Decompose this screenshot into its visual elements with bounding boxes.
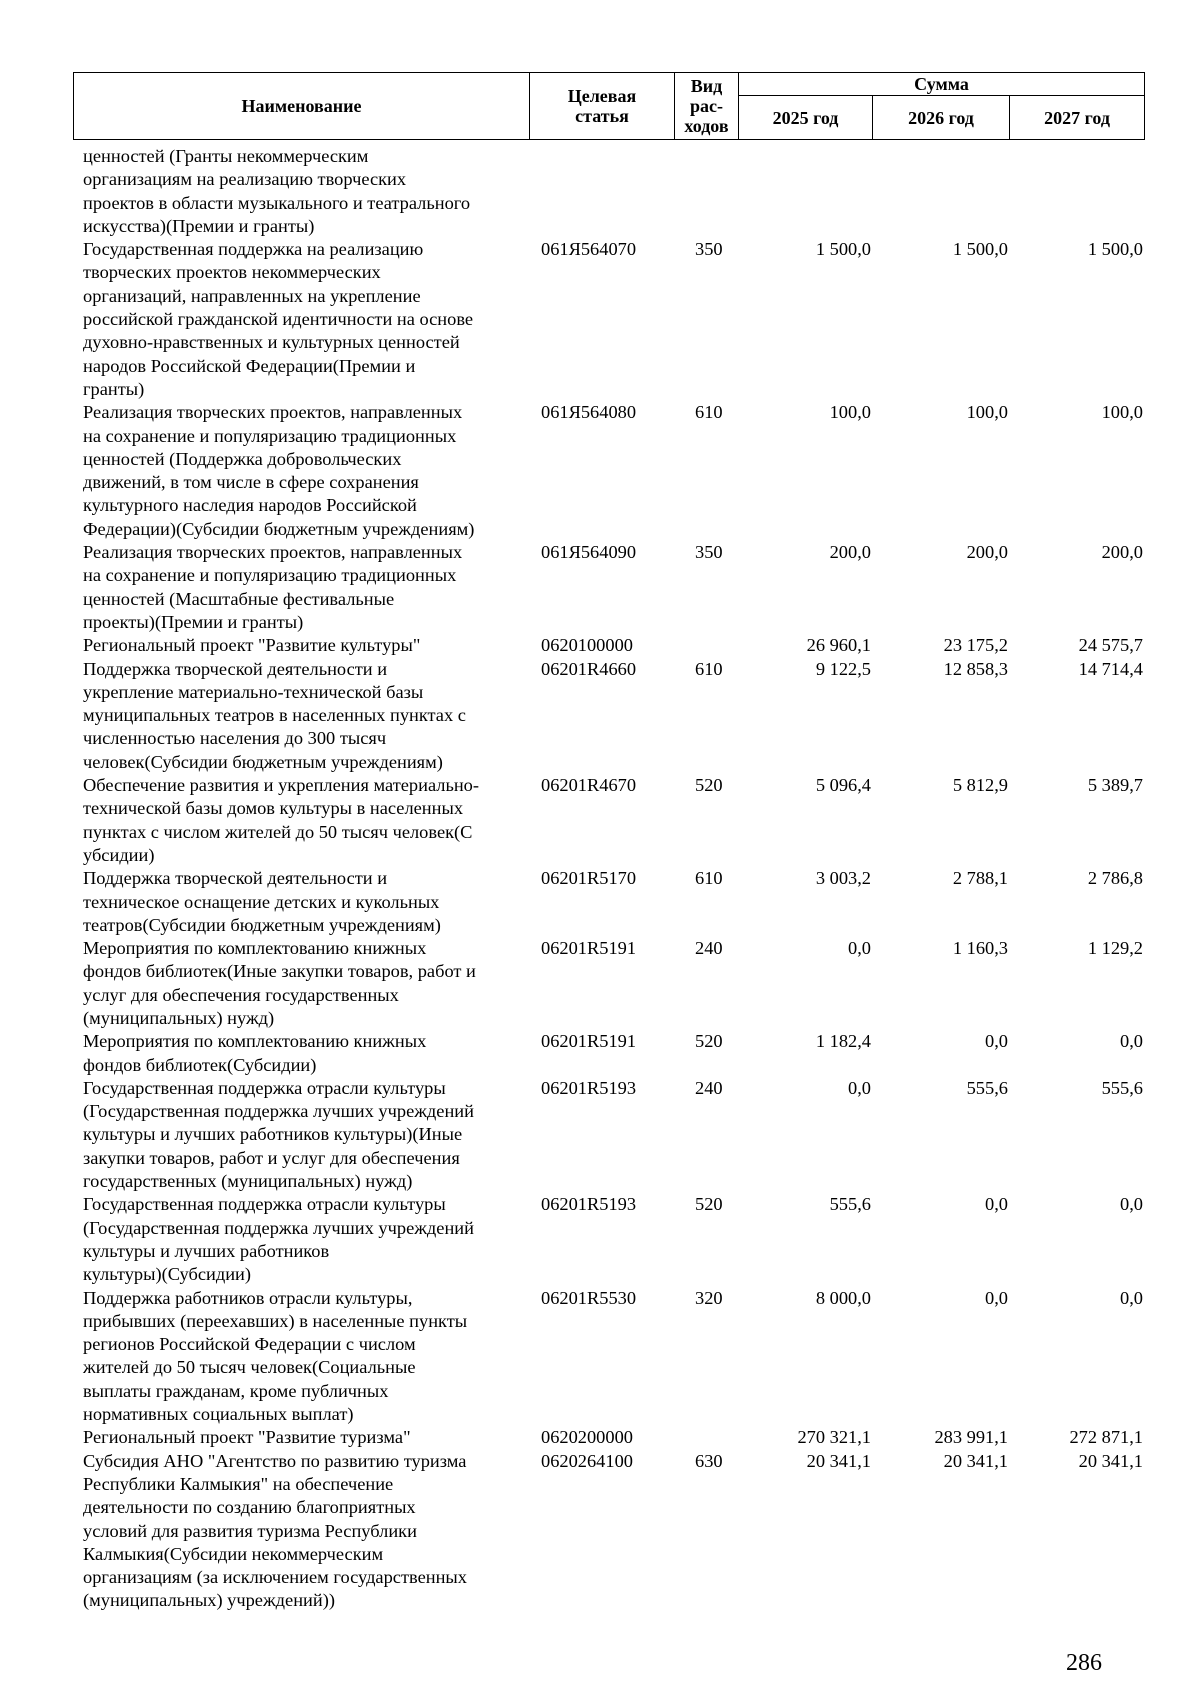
row-sum-2025: 0,0 xyxy=(848,1077,871,1098)
table-row xyxy=(73,401,1144,541)
row-expense-kind: 320 xyxy=(695,1287,723,1308)
row-expense-kind: 610 xyxy=(695,402,723,423)
table-row xyxy=(73,1030,1144,1077)
row-expense-kind: 350 xyxy=(695,239,723,260)
row-sum-2027: 100,0 xyxy=(1101,402,1143,423)
row-target-code: 06201R5530 xyxy=(541,1287,637,1308)
table-body xyxy=(73,145,1144,1613)
header-2025: 2025 год xyxy=(739,96,873,140)
row-expense-kind: 610 xyxy=(695,658,723,679)
row-target-code xyxy=(529,145,686,238)
row-sum-2027: 2 786,8 xyxy=(1087,868,1143,889)
table-row xyxy=(73,1426,1144,1449)
row-expense-kind xyxy=(686,1426,747,1449)
row-sum-2027: 0,0 xyxy=(1120,1031,1143,1052)
row-sum-2025: 20 341,1 xyxy=(806,1450,871,1471)
row-sum-2025: 9 122,5 xyxy=(815,658,871,679)
table-row xyxy=(73,1193,1144,1286)
row-sum-2025: 200,0 xyxy=(829,542,871,563)
row-sum-2025: 1 500,0 xyxy=(815,239,871,260)
table-row xyxy=(73,541,1144,634)
row-name: ценностей (Гранты некоммерческим организациям на реализацию творческих проектов в области музыкального и театрального искусства)(Премии и гранты) xyxy=(83,146,471,236)
row-target-code: 06201R4660 xyxy=(541,658,637,679)
row-target-code: 06201R4670 xyxy=(541,775,637,796)
table-row xyxy=(73,634,1144,657)
row-sum-2026: 12 858,3 xyxy=(943,658,1008,679)
header-name: Наименование xyxy=(74,73,530,140)
row-target-code: 061Я564070 xyxy=(541,239,637,260)
row-expense-kind: 630 xyxy=(695,1450,723,1471)
row-sum-2025 xyxy=(747,145,881,238)
page-number: 286 xyxy=(1066,1650,1102,1676)
table-row xyxy=(73,1077,1144,1193)
row-sum-2025: 0,0 xyxy=(848,938,871,959)
header-2027: 2027 год xyxy=(1010,96,1145,140)
row-sum-2025: 555,6 xyxy=(829,1194,871,1215)
row-sum-2027: 1 500,0 xyxy=(1087,239,1143,260)
row-sum-2026: 0,0 xyxy=(985,1287,1008,1308)
row-target-code: 06201R5191 xyxy=(541,1031,637,1052)
row-sum-2026: 0,0 xyxy=(985,1194,1008,1215)
row-sum-2027: 5 389,7 xyxy=(1087,775,1143,796)
row-sum-2026: 200,0 xyxy=(966,542,1008,563)
row-target-code: 06201R5191 xyxy=(541,938,637,959)
row-name: Поддержка работников отрасли культуры, прибывших (переехавших) в населенные пункты регионов Российской Федерации с числом жителей до 50 тысяч человек(Социальные выплаты гражданам, кроме публичных нормативных социальных выплат) xyxy=(83,1287,468,1425)
row-sum-2025: 3 003,2 xyxy=(815,868,871,889)
row-sum-2027: 272 871,1 xyxy=(1069,1427,1143,1448)
row-name: Поддержка творческой деятельности и укрепление материально-технической базы муниципальных театров в населенных пунктах с численностью населения до 300 тысяч человек(Субсидии бюджетным учреждениям) xyxy=(83,658,466,772)
row-name: Реализация творческих проектов, направленных на сохранение и популяризацию традиционных ценностей (Поддержка добровольческих движений, в том числе в сфере сохранения культурного наследия народов Российской Федерации)(Субсидии бюджетным учреждениям) xyxy=(83,402,475,539)
row-sum-2026: 283 991,1 xyxy=(934,1427,1008,1448)
row-sum-2026: 555,6 xyxy=(966,1077,1008,1098)
row-target-code: 0620200000 xyxy=(541,1427,633,1448)
row-sum-2027: 0,0 xyxy=(1120,1194,1143,1215)
row-name: Реализация творческих проектов, направленных на сохранение и популяризацию традиционных ценностей (Масштабные фестивальные проекты)(Премии и гранты) xyxy=(83,542,463,632)
row-name: Субсидия АНО "Агентство по развитию туризма Республики Калмыкия" на обеспечение деятельности по созданию благоприятных условий для развития туризма Республики Калмыкия(Субсидии некоммерческим организациям (за исключением государственных (муниципальных) учреждений)) xyxy=(83,1450,467,1611)
table-row xyxy=(73,867,1144,937)
row-sum-2025: 26 960,1 xyxy=(806,635,871,656)
row-sum-2025: 1 182,4 xyxy=(815,1031,871,1052)
row-target-code: 06201R5193 xyxy=(541,1194,637,1215)
row-name: Государственная поддержка отрасли культуры (Государственная поддержка лучших учреждений культуры и лучших работников культуры)(Иные закупки товаров, работ и услуг для обеспечения государственных (муниципальных) нужд) xyxy=(83,1077,474,1192)
row-expense-kind: 610 xyxy=(695,868,723,889)
row-sum-2025: 100,0 xyxy=(829,402,871,423)
row-sum-2026: 5 812,9 xyxy=(952,775,1008,796)
row-sum-2026: 23 175,2 xyxy=(943,635,1008,656)
row-expense-kind: 520 xyxy=(695,1031,723,1052)
row-expense-kind: 240 xyxy=(695,1077,723,1098)
row-expense-kind xyxy=(686,634,747,657)
row-sum-2025: 8 000,0 xyxy=(815,1287,871,1308)
header-kind: Вид рас-ходов xyxy=(675,73,739,140)
table-row xyxy=(73,658,1144,774)
row-sum-2026: 1 500,0 xyxy=(952,239,1008,260)
row-name: Региональный проект "Развитие туризма" xyxy=(83,1427,411,1448)
table-header xyxy=(73,72,1145,140)
row-sum-2026: 100,0 xyxy=(966,402,1008,423)
row-sum-2026: 2 788,1 xyxy=(952,868,1008,889)
row-expense-kind xyxy=(686,145,747,238)
row-target-code: 061Я564090 xyxy=(541,542,637,563)
row-target-code: 06201R5193 xyxy=(541,1077,637,1098)
row-expense-kind: 350 xyxy=(695,542,723,563)
row-sum-2026: 20 341,1 xyxy=(943,1450,1008,1471)
row-sum-2027: 14 714,4 xyxy=(1078,658,1143,679)
row-sum-2027: 200,0 xyxy=(1101,542,1143,563)
row-expense-kind: 520 xyxy=(695,1194,723,1215)
row-sum-2027: 20 341,1 xyxy=(1078,1450,1143,1471)
table-row xyxy=(73,1450,1144,1613)
row-sum-2026 xyxy=(881,145,1018,238)
row-expense-kind: 520 xyxy=(695,775,723,796)
row-sum-2027: 1 129,2 xyxy=(1087,938,1143,959)
row-sum-2026: 1 160,3 xyxy=(952,938,1008,959)
row-expense-kind: 240 xyxy=(695,938,723,959)
row-name: Государственная поддержка на реализацию творческих проектов некоммерческих организаций, направленных на укрепление российской гражданской идентичности на основе духовно-нравственных и культурных ценностей народов Российской Федерации(Премии и гранты) xyxy=(83,239,474,399)
row-sum-2025: 5 096,4 xyxy=(815,775,871,796)
row-sum-2027 xyxy=(1018,145,1153,238)
row-sum-2025: 270 321,1 xyxy=(797,1427,871,1448)
row-sum-2027: 0,0 xyxy=(1120,1287,1143,1308)
row-name: Обеспечение развития и укрепления материально- технической базы домов культуры в населенных пунктах с числом жителей до 50 тысяч человек(С убсидии) xyxy=(83,775,479,865)
table-row xyxy=(73,774,1144,867)
header-2026: 2026 год xyxy=(873,96,1010,140)
row-target-code: 0620100000 xyxy=(541,635,633,656)
row-sum-2027: 24 575,7 xyxy=(1078,635,1143,656)
row-name: Поддержка творческой деятельности и техническое оснащение детских и кукольных театров(Субсидии бюджетным учреждениям) xyxy=(83,868,441,935)
row-target-code: 06201R5170 xyxy=(541,868,637,889)
table-row xyxy=(73,145,1144,238)
row-name: Мероприятия по комплектованию книжных фондов библиотек(Иные закупки товаров, работ и услуг для обеспечения государственных (муниципальных) нужд) xyxy=(83,938,476,1028)
table-row xyxy=(73,1287,1144,1427)
row-target-code: 061Я564080 xyxy=(541,402,637,423)
row-name: Региональный проект "Развитие культуры" xyxy=(83,635,421,656)
header-target: Целевая статья xyxy=(530,73,675,140)
row-sum-2026: 0,0 xyxy=(985,1031,1008,1052)
row-name: Мероприятия по комплектованию книжных фондов библиотек(Субсидии) xyxy=(83,1031,427,1075)
header-sum: Сумма xyxy=(739,73,1145,96)
row-target-code: 0620264100 xyxy=(541,1450,633,1471)
row-name: Государственная поддержка отрасли культуры (Государственная поддержка лучших учреждений культуры и лучших работников культуры)(Субсидии) xyxy=(83,1194,474,1285)
row-sum-2027: 555,6 xyxy=(1101,1077,1143,1098)
table-row xyxy=(73,238,1144,401)
table-row xyxy=(73,937,1144,1030)
